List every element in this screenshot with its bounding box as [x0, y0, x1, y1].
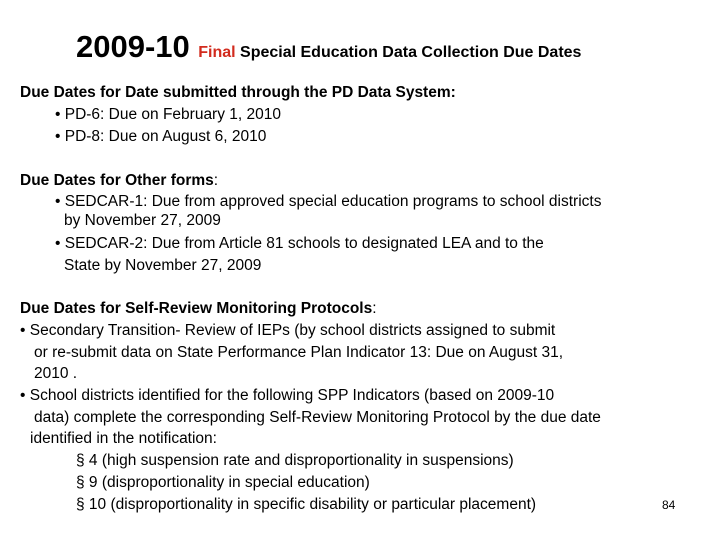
section3-line: identified in the notification: — [30, 430, 217, 447]
section1-heading: Due Dates for Date submitted through the PD Data System: — [20, 84, 456, 101]
section3-sub-bullet: § 10 (disproportionality in specific disability or particular placement) — [76, 496, 537, 513]
section3-line: 2010 . — [34, 365, 78, 382]
title-final: Final — [198, 44, 236, 61]
section2-line: • SEDCAR-2: Due from Article 81 schools to designated LEA and to the — [55, 235, 544, 252]
section3-line: • Secondary Transition- Review of IEPs (by school districts assigned to submit — [20, 322, 556, 339]
section3-sub-bullet: § 9 (disproportionality in special education) — [76, 474, 370, 491]
section3-heading — [20, 300, 377, 318]
section2-line: by November 27, 2009 — [64, 212, 221, 229]
page-title — [76, 29, 581, 65]
section2-heading-colon: : — [213, 172, 219, 189]
section1-bullet: • PD-6: Due on February 1, 2010 — [55, 106, 281, 123]
section2-line: • SEDCAR-1: Due from approved special education programs to school districts — [55, 193, 602, 210]
section3-sub-bullet: § 4 (high suspension rate and disproportionality in suspensions) — [76, 452, 514, 469]
section2-heading-text: Due Dates for Other forms — [20, 172, 214, 189]
title-year: 2009-10 — [76, 29, 190, 64]
section2-line: State by November 27, 2009 — [64, 257, 262, 274]
section3-heading-text: Due Dates for Self-Review Monitoring Protocols — [20, 300, 373, 317]
section3-line: data) complete the corresponding Self-Review Monitoring Protocol by the due date — [34, 409, 601, 426]
section3-line: or re-submit data on State Performance Plan Indicator 13: Due on August 31, — [34, 344, 564, 361]
section1-bullet: • PD-8: Due on August 6, 2010 — [55, 128, 267, 145]
page-number: 84 — [662, 498, 676, 512]
title-rest: Special Education Data Collection Due Dates — [240, 44, 582, 61]
section2-heading — [20, 172, 218, 190]
section3-line: • School districts identified for the following SPP Indicators (based on 2009-10 — [20, 387, 555, 404]
section3-heading-colon: : — [372, 300, 377, 317]
